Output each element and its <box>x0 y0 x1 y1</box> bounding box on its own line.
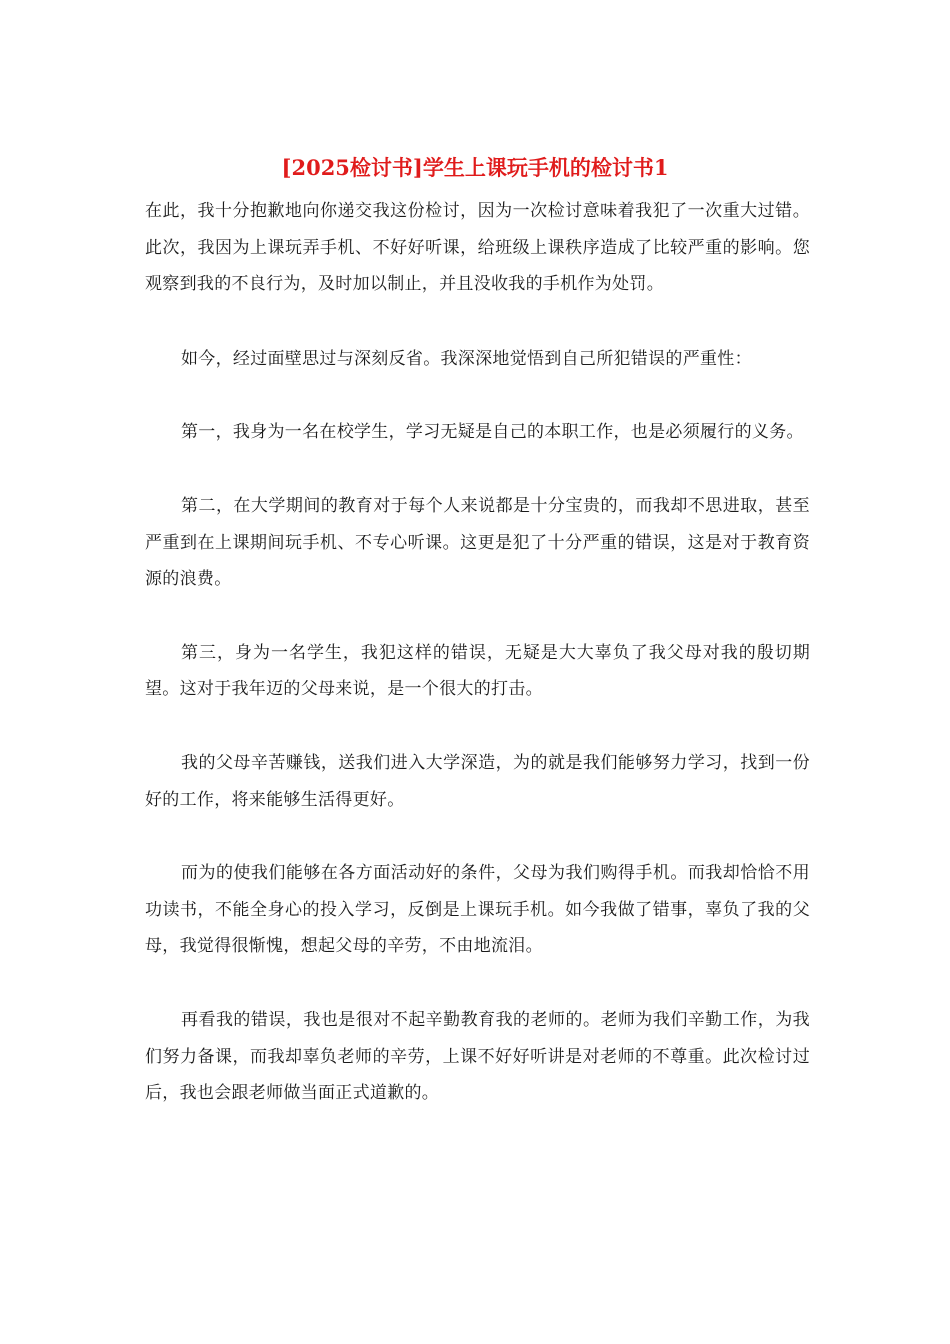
paragraph-3: 第一，我身为一名在校学生，学习无疑是自己的本职工作，也是必须履行的义务。 <box>181 422 804 443</box>
document-body <box>145 193 810 1149</box>
paragraph-5: 第三，身为一名学生，我犯这样的错误，无疑是大大辜负了我父母对我的殷切期望。这对于我年迈的父母来说，是一个很大的打击。 <box>145 642 810 700</box>
paragraph-4: 第二，在大学期间的教育对于每个人来说都是十分宝贵的，而我却不思进取，甚至严重到在上课期间玩手机、不专心听课。这更是犯了十分严重的错误，这是对于教育资源的浪费。 <box>145 495 810 590</box>
paragraph-2: 如今，经过面壁思过与深刻反省。我深深地觉悟到自己所犯错误的严重性： <box>181 348 752 369</box>
paragraph-6: 我的父母辛苦赚钱，送我们进入大学深造，为的就是我们能够努力学习，找到一份好的工作，将来能够生活得更好。 <box>145 752 810 810</box>
paragraph-7: 而为的使我们能够在各方面活动好的条件，父母为我们购得手机。而我却恰恰不用功读书，不能全身心的投入学习，反倒是上课玩手机。如今我做了错事，辜负了我的父母，我觉得很惭愧，想起父母的辛劳，不由地流泪。 <box>145 863 810 957</box>
paragraph-1: 在此，我十分抱歉地向你递交我这份检讨，因为一次检讨意味着我犯了一次重大过错。此次，我因为上课玩弄手机、不好好听课，给班级上课秩序造成了比较严重的影响。您观察到我的不良行为，及时加以制止，并且没收我的手机作为处罚。 <box>145 201 810 295</box>
paragraph-8: 再看我的错误，我也是很对不起辛勤教育我的老师的。老师为我们辛勤工作，为我们努力备课，而我却辜负老师的辛劳，上课不好好听讲是对老师的不尊重。此次检讨过后，我也会跟老师做当面正式道歉的。 <box>145 1009 810 1104</box>
document-title: [2025检讨书]学生上课玩手机的检讨书1 <box>281 155 669 180</box>
